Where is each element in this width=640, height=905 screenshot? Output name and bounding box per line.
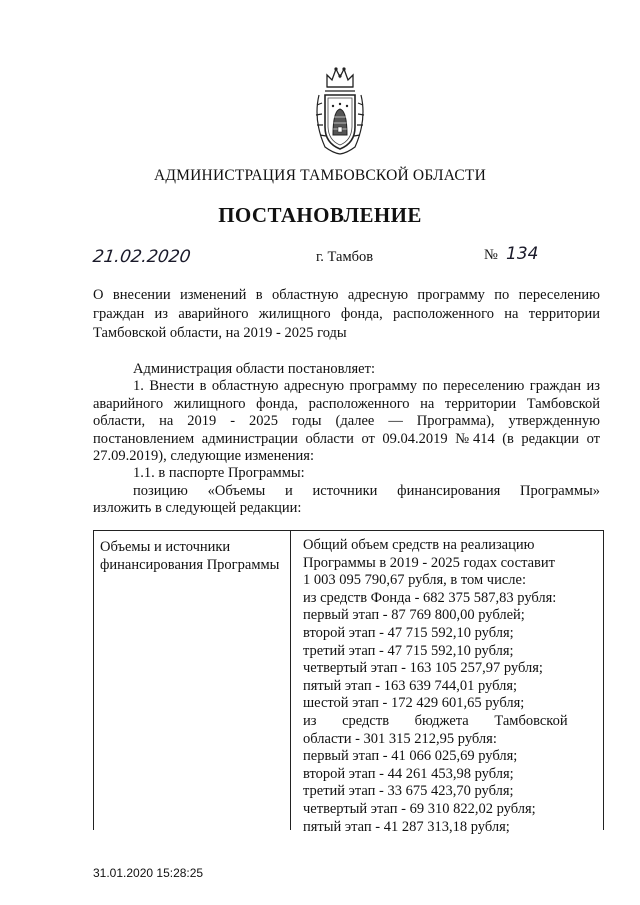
table-line: четвертый этап - 69 310 822,02 рубля; xyxy=(303,800,536,817)
table-line: третий этап - 33 675 423,70 рубля; xyxy=(303,783,514,800)
agency-name: АДМИНИСТРАЦИЯ ТАМБОВСКОЙ ОБЛАСТИ xyxy=(154,167,486,184)
document-type-title: ПОСТАНОВЛЕНИЕ xyxy=(218,203,422,227)
table-line: из средств бюджета Тамбовской xyxy=(303,712,568,729)
body-paragraph-position: позицию «Объемы и источники финансирования Программы» xyxy=(133,482,600,499)
table-line: первый этап - 41 066 025,69 рубля; xyxy=(303,748,518,765)
document-subject: О внесении изменений в областную адресную программу по переселению граждан из аварийного жилищного фонда, расположенного на территории Тамбовской области, на 2019 - 2025 годы xyxy=(93,287,600,341)
handwritten-date: 21.02.2020 xyxy=(91,247,192,267)
table-line: второй этап - 47 715 592,10 рубля; xyxy=(303,624,514,641)
table-line: первый этап - 87 769 800,00 рублей; xyxy=(303,607,525,624)
table-line: второй этап - 44 261 453,98 рубля; xyxy=(303,765,514,782)
left-cell-text: Объемы и источники финансирования Программы xyxy=(100,539,280,573)
table-line: 1 003 095 790,67 рубля, в том числе: xyxy=(303,572,526,589)
body-paragraph-item-1: 1. Внести в областную адресную программу по переселению граждан из аварийного жилищного фонда, расположенного на территории Тамбовской области, на 2019 - 2025 годы (далее — Программа), утвержденную постановлением администрации области от 09.04.2019 №414 (в редакции от 27.09.2019), следующие изменения: xyxy=(93,378,600,465)
document-body xyxy=(93,361,600,518)
city-label: г. Тамбов xyxy=(316,249,374,265)
table-line: четвертый этап - 163 105 257,97 рубля; xyxy=(303,660,543,677)
table-line: пятый этап - 163 639 744,01 рубля; xyxy=(303,677,518,694)
table-line: Общий объем средств на реализацию xyxy=(303,537,535,553)
body-paragraph-resolves: Администрация области постановляет: xyxy=(133,361,375,377)
body-paragraph-item-1-1: 1.1. в паспорте Программы: xyxy=(133,465,305,482)
print-timestamp: 31.01.2020 15:28:25 xyxy=(93,866,204,880)
handwritten-number: 134 xyxy=(506,244,539,264)
table-line: Программы в 2019 - 2025 годах составит xyxy=(303,554,555,571)
table-line: шестой этап - 172 429 601,65 рубля; xyxy=(303,695,525,712)
table-line: пятый этап - 41 287 313,18 рубля; xyxy=(303,818,510,835)
number-label: № xyxy=(484,247,498,263)
table-line: третий этап - 47 715 592,10 рубля; xyxy=(303,642,514,659)
table-line: из средств Фонда - 682 375 587,83 рубля: xyxy=(303,589,557,606)
financing-table xyxy=(93,530,604,835)
table-divider xyxy=(290,531,291,830)
table-line: области - 301 315 212,95 рубля: xyxy=(303,730,497,747)
coat-of-arms-emblem xyxy=(311,65,369,157)
table-right-cell xyxy=(303,537,597,836)
table-left-cell xyxy=(100,539,280,574)
body-paragraph-position-cont: изложить в следующей редакции: xyxy=(93,500,302,517)
